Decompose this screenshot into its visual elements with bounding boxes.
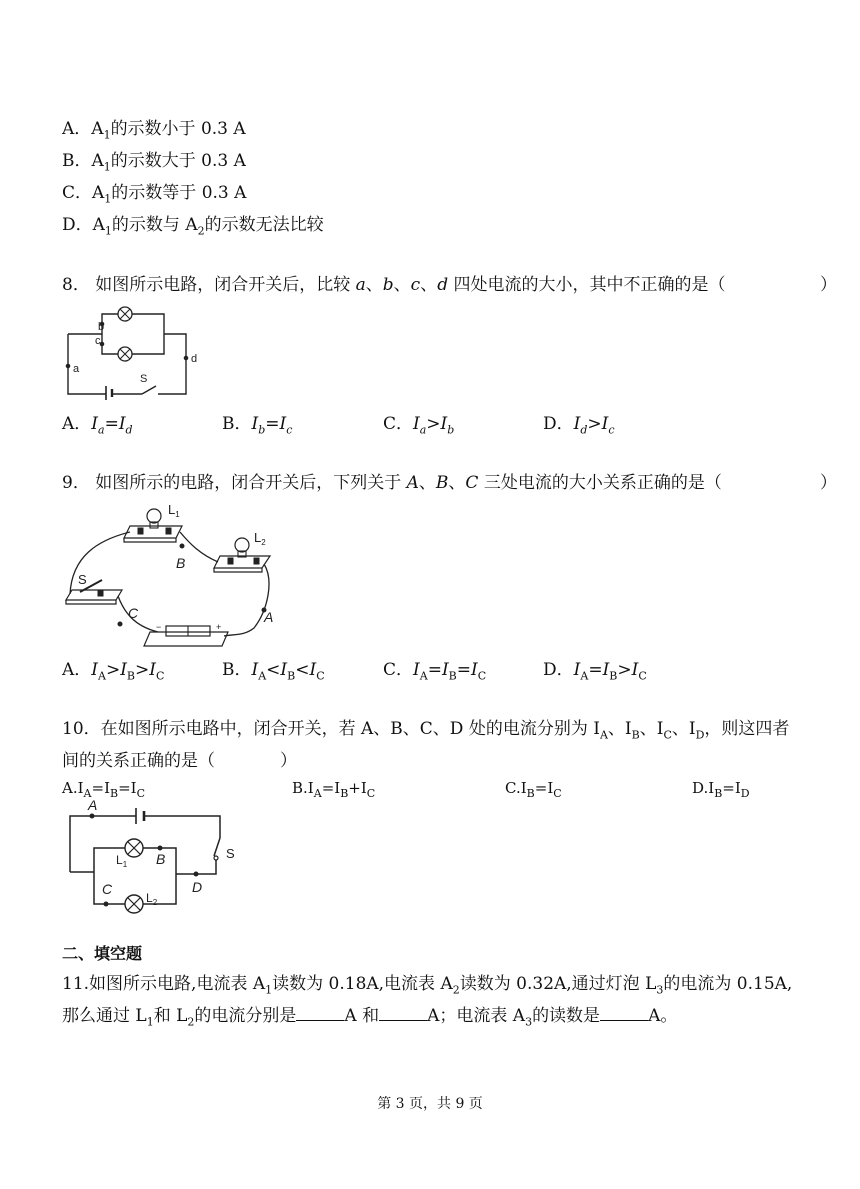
section-title-fill-in: 二、填空题: [62, 944, 143, 963]
q8-label-a: a: [73, 363, 80, 375]
q8-option-d: D．$I_d>I_c$: [543, 414, 615, 437]
svg-text:+: +: [216, 622, 222, 632]
q9-label-c: C: [128, 605, 139, 621]
q10-label-d: D: [192, 879, 203, 895]
q10-option-b: $B.I_A=I_B+I_C$: [292, 779, 376, 800]
q8-label-s: S: [140, 373, 148, 385]
q9-option-d: D．$I_A=I_B>I_C$: [543, 660, 647, 683]
q10-bracket-close: ）: [280, 751, 297, 771]
q10-stem-line2: 间的关系正确的是（: [62, 751, 215, 771]
q9-option-b: B．$I_A<I_B<I_C$: [222, 660, 325, 683]
page-footer: 第 3 页，共 9 页: [377, 1096, 483, 1112]
q9-label-a: A: [264, 609, 274, 625]
q9-label-l2: $L_2$: [254, 530, 266, 547]
q8-circuit-diagram: [60, 300, 220, 400]
q7-option-b: B．$A_1$的示数大于 0.3 A: [62, 151, 246, 174]
q10-label-c: C: [102, 881, 113, 897]
q7-option-c: C．$A_1$的示数等于 0.3 A: [62, 183, 247, 206]
q8-option-b: B．$I_b=I_c$: [222, 414, 293, 437]
q10-option-a: $A.I_A=I_B=I_C$: [62, 779, 146, 800]
q8-stem: 8． 如图所示电路，闭合开关后，比较 a、b、c、d 四处电流的大小，其中不正确的是（: [62, 275, 726, 295]
q10-label-s: S: [226, 846, 235, 861]
q11-blank-2[interactable]: [379, 1006, 427, 1021]
q11-blank-1[interactable]: [296, 1006, 344, 1021]
q11-line2: 那么通过 $L_1$和 $L_2$的电流分别是 A 和 A；电流表 $A_3$的读数是 A。: [62, 1006, 678, 1029]
q9-option-c: C．$I_A=I_B=I_C$: [383, 660, 487, 683]
q8-label-d: d: [191, 353, 198, 365]
q9-bracket-close: ）: [820, 473, 837, 493]
q10-label-a: A: [88, 797, 98, 813]
q9-circuit-diagram: [58, 500, 288, 655]
q10-label-l2: $L_2$: [146, 891, 158, 907]
q10-option-d: $D.I_B=I_D$: [692, 779, 750, 800]
q8-bracket-close: ）: [820, 275, 837, 295]
q8-label-b: b: [98, 321, 105, 333]
q9-label-l1: $L_1$: [168, 502, 180, 519]
q8-option-c: C．$I_a>I_b$: [383, 414, 455, 437]
svg-text:−: −: [156, 622, 162, 632]
q9-label-b: B: [176, 555, 186, 571]
q8-option-a: A．$I_a=I_d$: [62, 414, 133, 437]
q11-line1: 11.如图所示电路,电流表 $A_1$读数为 0.18A,电流表 $A_2$读数为 0.32A,通过灯泡 $L_3$的电流为 0.15A,: [62, 974, 793, 997]
q11-blank-3[interactable]: [600, 1006, 648, 1021]
q7-option-a: A．$A_1$的示数小于 0.3 A: [62, 119, 246, 142]
q10-circuit-diagram: [64, 798, 244, 916]
q9-label-s: S: [78, 572, 87, 587]
q9-option-a: A．$I_A>I_B>I_C$: [62, 660, 165, 683]
q10-label-b: B: [156, 851, 166, 867]
q10-label-l1: $L_1$: [116, 853, 128, 869]
q9-stem: 9． 如图所示的电路，闭合开关后，下列关于 A、B、C 三处电流的大小关系正确的是（: [62, 473, 722, 493]
q8-label-c: c: [95, 335, 101, 347]
q7-option-d: D．$A_1$的示数与 $A_2$的示数无法比较: [62, 215, 324, 238]
q10-option-c: $C.I_B=I_C$: [505, 779, 562, 800]
q10-stem-line1: 10．在如图所示电路中，闭合开关，若 A、B、C、D 处的电流分别为 $I_A$、$I_B$、$I_C$、$I_D$，则这四者: [62, 719, 790, 742]
